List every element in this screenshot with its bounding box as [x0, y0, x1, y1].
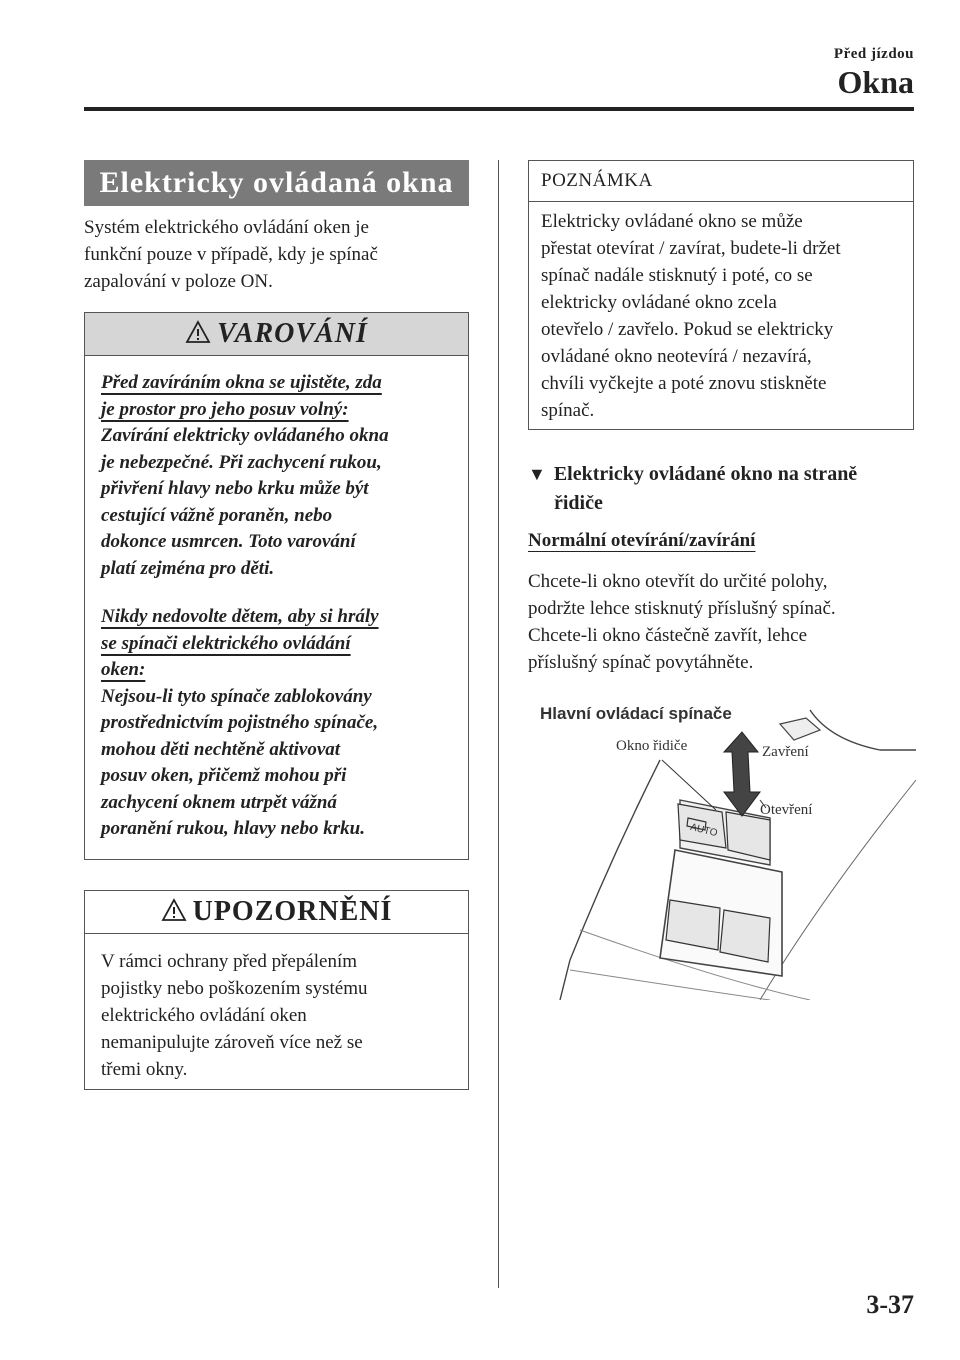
warning-line: oken:	[101, 659, 146, 680]
page-number: 3-37	[866, 1290, 914, 1319]
warning-body	[85, 356, 468, 843]
warning-line: je nebezpečné. Při zachycení rukou,	[101, 451, 382, 473]
note-line: Elektricky ovládané okno se může	[541, 211, 803, 232]
subsubsection-heading: Normální otevírání/zavírání	[528, 530, 756, 551]
warning-line: Nikdy nedovolte dětem, aby si hrály	[101, 606, 379, 627]
body-line: příslušný spínač povytáhněte.	[528, 652, 754, 673]
caution-line: třemi okny.	[101, 1059, 188, 1080]
figure-label-close: Zavření	[762, 744, 809, 760]
warning-line: platí zejména pro děti.	[101, 557, 275, 579]
warning-line: Nejsou-li tyto spínače zablokovány	[101, 685, 372, 707]
caution-line: V rámci ochrany před přepálením	[101, 951, 358, 972]
section-header: Okna	[837, 64, 914, 100]
body-line: Chcete-li okno otevřít do určité polohy,	[528, 571, 828, 592]
note-body	[529, 202, 913, 424]
triangle-down-icon: ▼	[528, 464, 546, 484]
note-line: spínač.	[541, 400, 595, 421]
note-line: elektricky ovládané okno zcela	[541, 292, 777, 313]
subsection-line: řidiče	[554, 492, 603, 514]
caution-title: UPOZORNĚNÍ	[192, 896, 393, 927]
warning-header	[85, 313, 468, 356]
switch-panel-figure	[520, 700, 916, 1000]
warning-line: Zavírání elektricky ovládaného okna	[101, 425, 389, 446]
caution-header	[85, 891, 468, 934]
warning-line: poranění rukou, hlavy nebo krku.	[101, 818, 365, 839]
warning-line: prostřednictvím pojistného spínače,	[101, 712, 379, 733]
warning-box	[84, 312, 469, 860]
figure-label-driver-window: Okno řidiče	[616, 738, 688, 754]
note-line: ovládané okno neotevírá / nezavírá,	[541, 346, 812, 367]
warning-title: VAROVÁNÍ	[217, 318, 368, 349]
body-line: Chcete-li okno částečně zavřít, lehce	[528, 625, 808, 646]
auto-button-label: AUTO	[689, 821, 719, 840]
warning-line: Před zavíráním okna se ujistěte, zda	[101, 372, 382, 393]
note-line: přestat otevírat / zavírat, budete-li držet	[541, 238, 841, 259]
caution-box	[84, 890, 469, 1090]
warning-line: dokonce usmrcen. Toto varování	[101, 531, 356, 552]
note-title: POZNÁMKA	[529, 161, 913, 202]
instruction-text	[528, 568, 918, 676]
intro-line: zapalování v poloze ON.	[84, 271, 273, 292]
header-rule	[84, 107, 914, 111]
warning-triangle-icon	[185, 320, 211, 349]
intro-line: Systém elektrického ovládání oken je	[84, 217, 369, 238]
caution-body	[85, 934, 468, 1083]
column-divider	[498, 160, 499, 1288]
note-line: spínač nadále stisknutý i poté, co se	[541, 265, 813, 286]
note-line: otevřelo / zavřelo. Pokud se elektricky	[541, 319, 834, 340]
warning-line: posuv oken, přičemž mohou při	[101, 765, 347, 786]
caution-line: elektrického ovládání oken	[101, 1005, 307, 1026]
note-line: chvíli vyčkejte a poté znovu stiskněte	[541, 373, 827, 394]
subsection-heading	[528, 460, 918, 518]
body-line: podržte lehce stisknutý příslušný spínač.	[528, 598, 836, 619]
warning-line: cestující vážně poraněn, nebo	[101, 504, 333, 526]
chapter-header: Před jízdou	[833, 46, 914, 62]
caution-line: nemanipulujte zároveň více než se	[101, 1032, 363, 1053]
figure-label-open: Otevření	[760, 802, 813, 818]
caution-triangle-icon	[161, 898, 187, 927]
warning-line: je prostor pro jeho posuv volný:	[101, 398, 349, 420]
intro-line: funkční pouze v případě, kdy je spínač	[84, 244, 378, 265]
note-box	[528, 160, 914, 430]
warning-line: zachycení oknem utrpět vážná	[101, 791, 337, 813]
warning-line: se spínači elektrického ovládání	[101, 632, 351, 654]
warning-line: mohou děti nechtěně aktivovat	[101, 738, 341, 760]
caution-line: pojistky nebo poškozením systému	[101, 978, 368, 999]
section-title: Elektricky ovládaná okna	[84, 160, 469, 206]
paragraph-gap	[101, 582, 450, 604]
figure-main-label: Hlavní ovládací spínače	[540, 704, 732, 723]
switch-panel-illustration	[520, 700, 916, 1000]
warning-line: přivření hlavy nebo krku může být	[101, 478, 369, 499]
subsection-line: Elektricky ovládané okno na straně	[553, 463, 858, 485]
intro-text	[84, 214, 474, 295]
